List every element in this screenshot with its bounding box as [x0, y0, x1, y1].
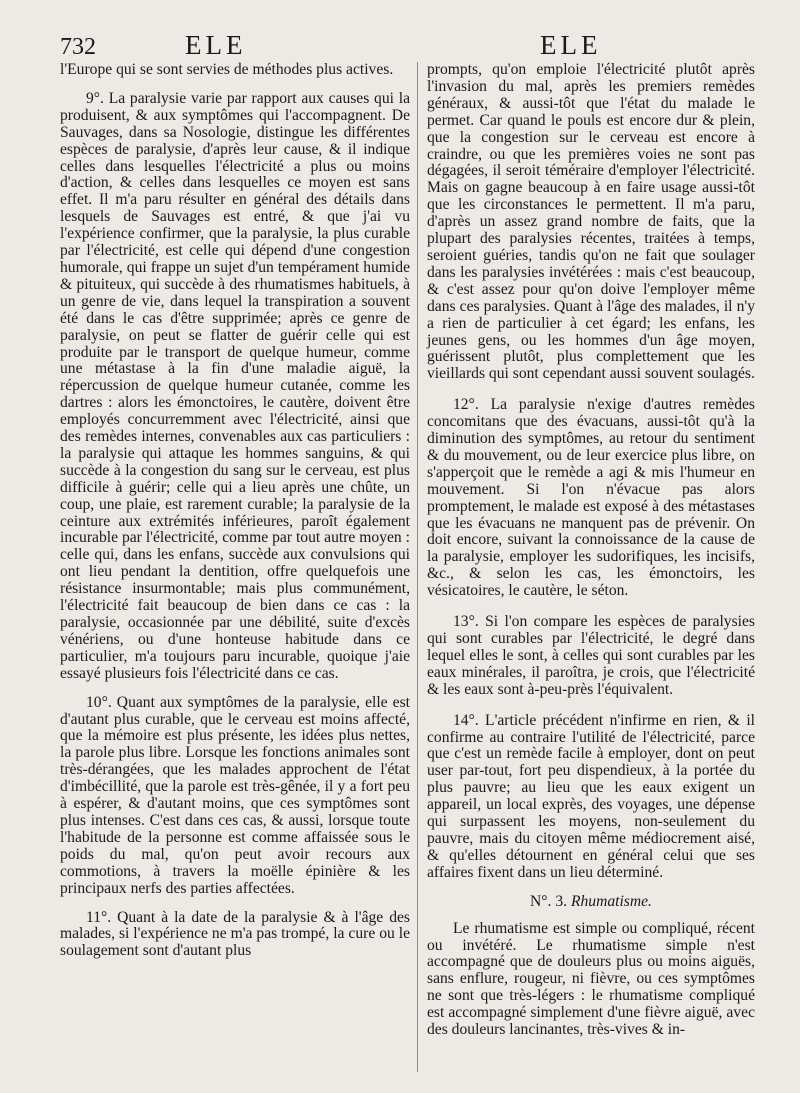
subheading-title: Rhumatisme.: [570, 892, 652, 910]
left-column: [60, 62, 410, 960]
right-column: [427, 62, 755, 1039]
paragraph-rhumatisme: Le rhumatisme est simple ou compliqué, récent ou invétéré. Le rhumatisme simple n'est accompagné que de douleurs plus ou moins aiguës, sans enflure, rougeur, ni fièvre, ou ces symptômes ne sont que très-légers : le rhumatisme compliqué est accompagné simplement d'une fièvre aiguë, avec des douleurs lancinantes, très-vives & in-: [427, 919, 755, 1039]
paragraph-continuation: l'Europe qui se sont servies de méthodes plus actives.: [60, 61, 394, 78]
paragraph-12: 12°. La paralysie n'exige d'autres remèdes concomitans que des évacuans, aussi-tôt qu'à la diminution des symptômes, au retour du sentiment & du mouvement, ou de leur exercice plus libre, on s'apperçoit que le remède a agi & mis l'humeur en mouvement. Si l'on n'évacue pas alors promptement, le malade est exposé à des métastases que les évacuans ne manquent pas de prévenir. On doit encore, suivant la connoissance de la cause de la paralysie, employer les sudorifiques, les incisifs, &c., & selon les cas, les émonctoirs, les vésicatoires, le cautère, le séton.: [427, 396, 755, 600]
paragraph-9: 9°. La paralysie varie par rapport aux causes qui la produisent, & aux symptômes qui l'accompagnent. De Sauvages, dans sa Nosologie, distingue les différentes espèces de paralysie, d'après leur cause, & il indique celles dans lesquelles l'électricité a plus ou moins d'action, & celles dans lesquelles ce moyen est sans effet. Il m'a paru résulter en général des détails dans lesquels de Sauvages est entré, & que j'ai vu l'expérience confirmer, que la paralysie, la plus curable par l'électricité, est celle qui dépend d'une congestion humorale, qui frappe un sujet d'un tempérament humide & pituiteux, qui succède à des rhumatismes habituels, à un genre de vie, dans lequel la transpiration a souvent été dans le cas d'être supprimée; après ce genre de paralysie, on peut se flatter de guérir celle qui est produite par le transport de quelque humeur, comme une métastase à la fin d'une maladie aiguë, la répercussion de quelque humeur cutanée, comme les dartres : alors les émonctoires, le cautère, doivent être employés concurremment avec l'électricité, ainsi que des remèdes internes, convenables aux cas particuliers : la paralysie qui attaque les hommes sanguins, & qui succède à la congestion du sang sur le cerveau, est plus difficile à guérir; celle qui a lieu après une chûte, un coup, une plaie, est rarement curable; la paralysie de la ceinture aux extrémités inférieures, paroît également incurable par l'électricité, comme par tout autre moyen : celle qui, dans les enfans, succède aux convulsions qui ont lieu pendant la dentition, offre quelquefois une résistance insurmontable; mais plus communément, l'électricité fait beaucoup de bien dans ce cas : la paralysie, occasionnée par une débilité, suite d'excès vénériens, ou d'une honteuse habitude dans ce particulier, m'a toujours paru incurable, quoique j'aie essayé plusieurs fois l'électricité dans ce cas.: [60, 89, 410, 682]
paragraph-13: 13°. Si l'on compare les espèces de paralysies qui sont curables par l'électricité, le degré dans lequel elles le sont, à celles qui sont curables par les eaux minérales, il paroîtra, je crois, que l'électricité & les eaux sont à-peu-près l'équivalent.: [427, 613, 755, 698]
left-running-head: ELE: [185, 30, 247, 60]
column-divider: [417, 62, 418, 1072]
running-header: [0, 30, 800, 64]
paragraph-11: 11°. Quant à la date de la paralysie & à l'âge des malades, si l'expérience ne m'a pas trompé, la cure ou le soulagement sont d'autant plus: [60, 908, 410, 960]
subheading-number: N°. 3.: [530, 892, 568, 910]
paragraph-11-continuation: prompts, qu'on emploie l'électricité plutôt après l'invasion du mal, après les premiers remèdes généraux, & aussi-tôt que l'état du malade le permet. Car quand le pouls est encore dur & plein, que la congestion sur le cerveau est encore à craindre, ou que les premières voies ne sont pas dégagées, il seroit téméraire d'employer l'électricité. Mais on gagne beaucoup à en faire usage aussi-tôt que les circonstances le permettent. Il m'a paru, d'après un assez grand nombre de faits, que la plupart des paralysies récentes, traitées à temps, seroient guéries, tandis qu'on ne fait que soulager dans les paralysies invétérées : mais c'est beaucoup, & c'est assez pour qu'on doive l'employer même dans ces paralysies. Quant à l'âge des malades, il n'y a rien de particulier à cet égard; les enfans, les jeunes gens, ou les hommes d'un âge moyen, guérissent plutôt, plus complettement que les vieillards qui sont cependant aussi souvent soulagés.: [427, 61, 755, 383]
paragraph-10: 10°. Quant aux symptômes de la paralysie, elle est d'autant plus curable, que le cerveau est moins affecté, que la mémoire est plus présente, les idées plus nettes, la parole plus libre. Lorsque les fonctions animales sont très-dérangées, que les malades approchent de l'état d'imbécillité, que la parole est très-gênée, il y a fort peu à espérer, & d'autant moins, que ces symptômes sont plus intenses. C'est dans ces cas, & aussi, lorsque toute l'habitude de la personne est comme affaissée sous le poids du mal, qu'on peut avoir recours aux commotions, à travers la moëlle épinière & les principaux nerfs des parties affectées.: [60, 693, 410, 897]
section-subheading: [427, 894, 755, 911]
page-number: 732: [60, 34, 96, 60]
paragraph-14: 14°. L'article précédent n'infirme en rien, & il confirme au contraire l'utilité de l'électricité, parce que c'est un remède facile à employer, dont on peut user par-tout, fort peu dispendieux, à la portée du plus pauvre; au lieu que les eaux exigent un appareil, un local exprès, des voyages, une dépense qui surpassent les moyens, non-seulement du pauvre, mais du citoyen même médiocrement aisé, & qu'elles détournent en général celui que ses affaires fixent dans un lieu déterminé.: [427, 711, 755, 881]
right-running-head: ELE: [540, 30, 602, 60]
